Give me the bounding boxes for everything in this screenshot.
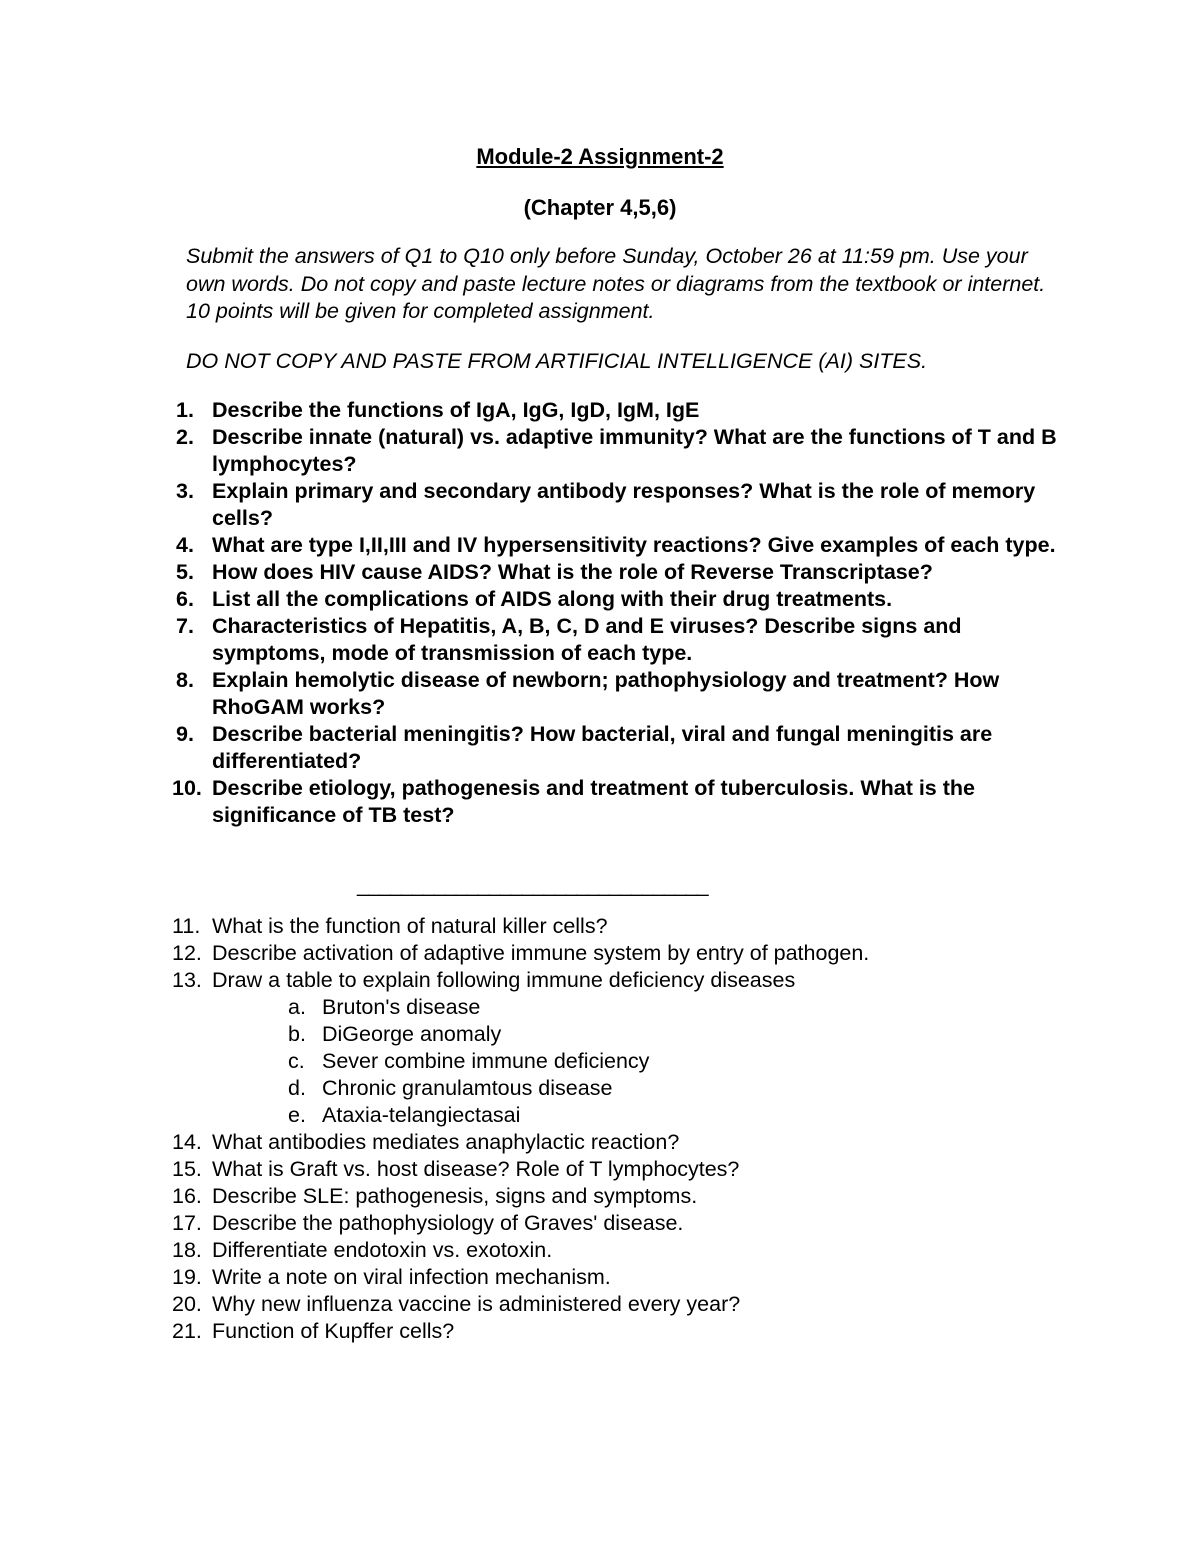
q13-subitem-b (212, 1021, 1072, 1048)
question-4 (172, 532, 1072, 559)
subitem-text: DiGeorge anomaly (322, 1022, 502, 1046)
question-number: 12. (172, 941, 202, 965)
question-11 (172, 913, 1072, 940)
section-divider: ________________________________ (357, 873, 708, 897)
question-number: 15. (172, 1157, 202, 1181)
question-14 (172, 1129, 1072, 1156)
question-text: Explain hemolytic disease of newborn; pathophysiology and treatment? How RhoGAM works? (212, 668, 1000, 719)
question-21 (172, 1318, 1072, 1345)
q13-subitem-c (212, 1048, 1072, 1075)
question-number: 5. (176, 560, 194, 584)
question-number: 20. (172, 1292, 202, 1316)
question-10 (172, 775, 1072, 829)
question-number: 6. (176, 587, 194, 611)
q13-subitem-d (212, 1075, 1072, 1102)
question-number: 4. (176, 533, 194, 557)
question-number: 1. (176, 398, 194, 422)
subitem-letter: c. (288, 1049, 305, 1073)
subitem-text: Sever combine immune deficiency (322, 1049, 650, 1073)
question-text: Describe activation of adaptive immune system by entry of pathogen. (212, 941, 870, 965)
question-13 (172, 967, 1072, 1129)
warning-text: DO NOT COPY AND PASTE FROM ARTIFICIAL INTELLIGENCE (AI) SITES. (186, 349, 928, 373)
question-12 (172, 940, 1072, 967)
question-20 (172, 1291, 1072, 1318)
question-19 (172, 1264, 1072, 1291)
question-text: Describe etiology, pathogenesis and treatment of tuberculosis. What is the significance of TB test? (212, 776, 975, 827)
question-number: 21. (172, 1319, 202, 1343)
question-text: Differentiate endotoxin vs. exotoxin. (212, 1238, 553, 1262)
instructions-text: Submit the answers of Q1 to Q10 only before Sunday, October 26 at 11:59 pm. Use your own words. Do not copy and paste lecture notes or diagrams from the textbook or internet. 10 points will be given for completed assignment. (186, 244, 1046, 323)
q13-subitem-e (212, 1102, 1072, 1129)
document-subtitle: (Chapter 4,5,6) (523, 195, 677, 220)
question-text: What is Graft vs. host disease? Role of T lymphocytes? (212, 1157, 740, 1181)
question-number: 9. (176, 722, 194, 746)
question-text: What antibodies mediates anaphylactic reaction? (212, 1130, 680, 1154)
question-5 (172, 559, 1072, 586)
document-title: Module-2 Assignment-2 (476, 144, 724, 169)
question-8 (172, 667, 1072, 721)
question-text: What is the function of natural killer cells? (212, 914, 608, 938)
question-text: Describe the functions of IgA, IgG, IgD, IgM, IgE (212, 398, 700, 422)
question-18 (172, 1237, 1072, 1264)
q13-subitems-list (212, 994, 1072, 1129)
required-questions-list (172, 397, 1072, 829)
question-number: 2. (176, 425, 194, 449)
question-number: 14. (172, 1130, 202, 1154)
question-text: Characteristics of Hepatitis, A, B, C, D and E viruses? Describe signs and symptoms, mode of transmission of each type. (212, 614, 962, 665)
subitem-text: Chronic granulamtous disease (322, 1076, 613, 1100)
question-text: Function of Kupffer cells? (212, 1319, 455, 1343)
question-text: Write a note on viral infection mechanism. (212, 1265, 611, 1289)
question-text: Describe the pathophysiology of Graves' disease. (212, 1211, 684, 1235)
question-text: Describe SLE: pathogenesis, signs and symptoms. (212, 1184, 698, 1208)
question-number: 7. (176, 614, 194, 638)
q13-subitem-a (212, 994, 1072, 1021)
question-number: 16. (172, 1184, 202, 1208)
question-number: 10. (172, 776, 202, 800)
question-9 (172, 721, 1072, 775)
question-text: Why new influenza vaccine is administered every year? (212, 1292, 741, 1316)
optional-questions-list (172, 913, 1072, 1345)
subitem-letter: b. (288, 1022, 306, 1046)
question-16 (172, 1183, 1072, 1210)
question-15 (172, 1156, 1072, 1183)
question-text: Draw a table to explain following immune deficiency diseases (212, 968, 796, 992)
subitem-letter: e. (288, 1103, 306, 1127)
question-text: What are type I,II,III and IV hypersensitivity reactions? Give examples of each type. (212, 533, 1056, 557)
question-3 (172, 478, 1072, 532)
subitem-letter: d. (288, 1076, 306, 1100)
question-number: 3. (176, 479, 194, 503)
question-text: Explain primary and secondary antibody responses? What is the role of memory cells? (212, 479, 1036, 530)
subitem-letter: a. (288, 995, 306, 1019)
question-number: 11. (172, 914, 201, 938)
question-7 (172, 613, 1072, 667)
subitem-text: Ataxia-telangiectasai (322, 1103, 521, 1127)
question-1 (172, 397, 1072, 424)
question-number: 8. (176, 668, 194, 692)
question-2 (172, 424, 1072, 478)
question-number: 19. (172, 1265, 202, 1289)
question-number: 17. (172, 1211, 202, 1235)
question-text: How does HIV cause AIDS? What is the role of Reverse Transcriptase? (212, 560, 933, 584)
question-text: List all the complications of AIDS along with their drug treatments. (212, 587, 893, 611)
question-text: Describe innate (natural) vs. adaptive immunity? What are the functions of T and B lymphocytes? (212, 425, 1057, 476)
question-number: 13. (172, 968, 202, 992)
question-number: 18. (172, 1238, 202, 1262)
question-17 (172, 1210, 1072, 1237)
subitem-text: Bruton's disease (322, 995, 481, 1019)
question-text: Describe bacterial meningitis? How bacterial, viral and fungal meningitis are differentiated? (212, 722, 993, 773)
question-6 (172, 586, 1072, 613)
